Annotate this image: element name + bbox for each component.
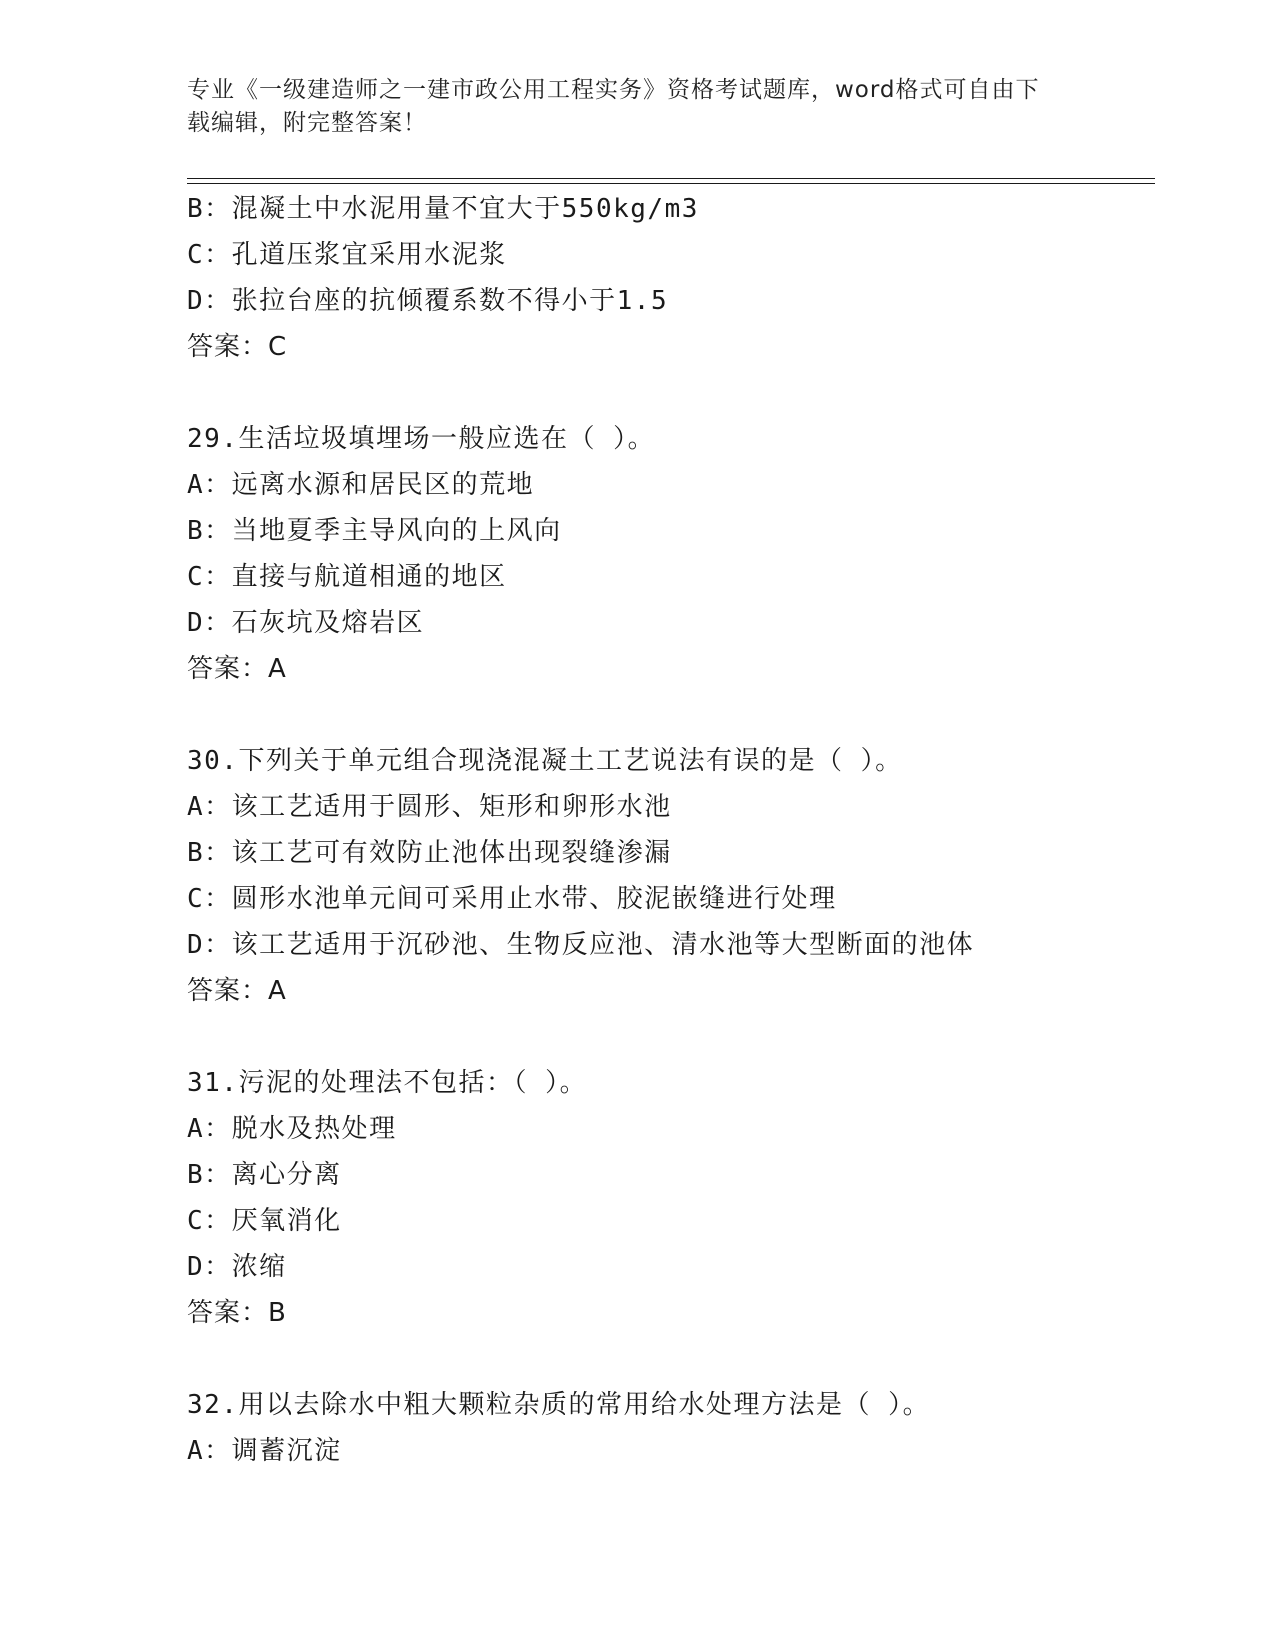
spacer: [187, 1014, 1155, 1060]
option-a: A：远离水源和居民区的荒地: [187, 470, 535, 500]
option-a: A：该工艺适用于圆形、矩形和卵形水池: [187, 792, 672, 822]
spacer: [187, 1336, 1155, 1382]
option-d: D：该工艺适用于沉砂池、生物反应池、清水池等大型断面的池体: [187, 930, 975, 960]
question-28-continued: [187, 186, 1155, 370]
question-31: [187, 1060, 1155, 1336]
question-stem: 31.污泥的处理法不包括：（ ）。: [187, 1068, 588, 1098]
option-c: C：孔道压浆宜采用水泥浆: [187, 240, 507, 270]
question-list: [187, 186, 1155, 1474]
option-b: B：当地夏季主导风向的上风向: [187, 516, 562, 546]
header-line-2: 载编辑，附完整答案！: [187, 110, 427, 136]
spacer: [187, 692, 1155, 738]
option-a: A：调蓄沉淀: [187, 1436, 342, 1466]
option-d: D：浓缩: [187, 1252, 287, 1282]
question-stem: 30.下列关于单元组合现浇混凝土工艺说法有误的是（ ）。: [187, 746, 903, 776]
option-b: B：混凝土中水泥用量不宜大于550kg/m3: [187, 194, 699, 224]
question-32: [187, 1382, 1155, 1474]
option-b: B：离心分离: [187, 1160, 342, 1190]
option-b: B：该工艺可有效防止池体出现裂缝渗漏: [187, 838, 672, 868]
question-stem: 29.生活垃圾填埋场一般应选在（ ）。: [187, 424, 656, 454]
spacer: [187, 370, 1155, 416]
header-divider-top: [187, 178, 1155, 179]
option-d: D：张拉台座的抗倾覆系数不得小于1.5: [187, 286, 669, 316]
question-29: [187, 416, 1155, 692]
option-c: C：厌氧消化: [187, 1206, 342, 1236]
answer-line: 答案：C: [187, 332, 288, 362]
page-header: [187, 74, 1087, 140]
answer-line: 答案：B: [187, 1298, 287, 1328]
option-c: C：圆形水池单元间可采用止水带、胶泥嵌缝进行处理: [187, 884, 837, 914]
option-d: D：石灰坑及熔岩区: [187, 608, 425, 638]
option-a: A：脱水及热处理: [187, 1114, 397, 1144]
question-stem: 32.用以去除水中粗大颗粒杂质的常用给水处理方法是（ ）。: [187, 1390, 931, 1420]
header-divider-bottom: [187, 183, 1155, 184]
answer-line: 答案：A: [187, 976, 287, 1006]
answer-line: 答案：A: [187, 654, 287, 684]
option-c: C：直接与航道相通的地区: [187, 562, 507, 592]
header-line-1: 专业《一级建造师之一建市政公用工程实务》资格考试题库，word格式可自由下: [187, 77, 1040, 103]
question-30: [187, 738, 1155, 1014]
